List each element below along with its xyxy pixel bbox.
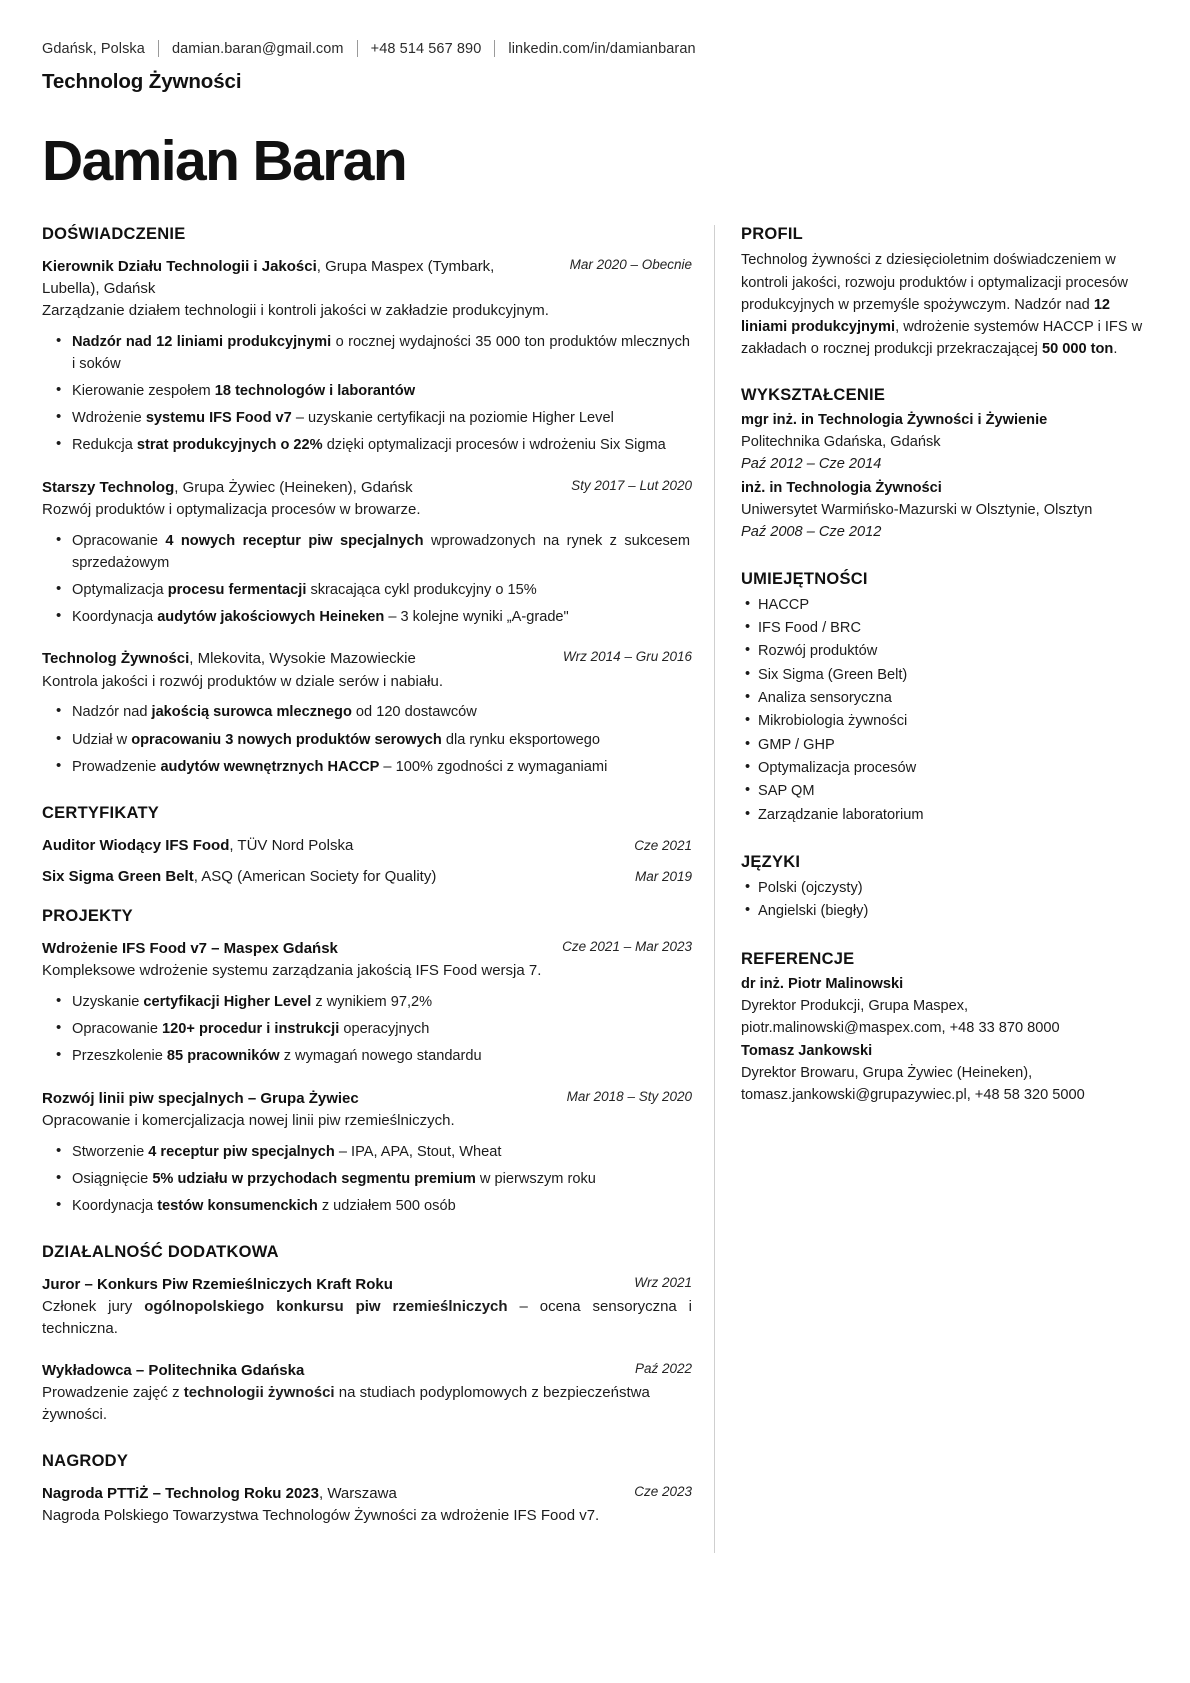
entry-header — [42, 1274, 692, 1295]
section-activity — [42, 1243, 692, 1426]
entry-header — [42, 1483, 692, 1504]
list-item: • Prowadzenie audytów wewnętrznych HACCP – 100% zgodności z wymaganiami — [72, 756, 692, 778]
entry-date: Mar 2018 – Sty 2020 — [566, 1088, 692, 1104]
education-school: Politechnika Gdańska, Gdańsk — [741, 434, 941, 451]
list-item: • Wdrożenie systemu IFS Food v7 – uzyskanie certyfikacji na poziomie Higher Level — [72, 407, 692, 429]
entry-header — [42, 648, 692, 669]
list-item: • Optymalizacja procesów — [758, 757, 1148, 780]
entry-bullets — [42, 991, 692, 1068]
entry-date: Wrz 2014 – Gru 2016 — [562, 649, 692, 665]
section-heading-references: REFERENCJE — [741, 949, 855, 968]
list-item: • Stworzenie 4 receptur piw specjalnych – IPA, APA, Stout, Wheat — [72, 1141, 692, 1163]
sidebar-column — [714, 225, 1148, 1552]
list-item: • Opracowanie 4 nowych receptur piw specjalnych wprowadzonych na rynek z sukcesem sprzedażowym — [72, 530, 692, 574]
education-item — [741, 410, 1148, 476]
project-entry — [42, 938, 692, 1068]
experience-entry — [42, 256, 692, 456]
reference-details: Dyrektor Browaru, Grupa Żywiec (Heineken), tomasz.jankowski@grupazywiec.pl, +48 58 320 5000 — [741, 1065, 1085, 1104]
entry-title: Wdrożenie IFS Food v7 – Maspex Gdańsk — [42, 939, 338, 957]
contact-phone[interactable]: +48 514 567 890 — [370, 40, 482, 57]
section-awards — [42, 1452, 692, 1527]
entry-description: Nagroda Polskiego Towarzystwa Technologów Żywności za wdrożenie IFS Food v7. — [42, 1506, 600, 1524]
list-item: • Opracowanie 120+ procedur i instrukcji operacyjnych — [72, 1018, 692, 1040]
section-skills — [741, 570, 1148, 827]
education-date: Paź 2012 – Cze 2014 — [741, 456, 882, 473]
main-column — [42, 225, 714, 1552]
education-item — [741, 478, 1148, 544]
contact-divider — [357, 40, 358, 57]
section-heading-awards: NAGRODY — [42, 1451, 129, 1470]
list-item: • Analiza sensoryczna — [758, 687, 1148, 710]
section-experience — [42, 225, 692, 778]
section-languages — [741, 853, 1148, 924]
reference-name: Tomasz Jankowski — [741, 1043, 873, 1060]
section-heading-profile: PROFIL — [741, 225, 803, 244]
list-item: • Przeszkolenie 85 pracowników z wymagań nowego standardu — [72, 1045, 692, 1067]
list-item: • Six Sigma (Green Belt) — [758, 664, 1148, 687]
profile-text: Technolog żywności z dziesięcioletnim doświadczeniem w kontroli jakości, rozwoju produktów i optymalizacji procesów produkcyjnych w przemyśle spożywczym. Nadzór nad 12 liniami produkcyjnymi, wdrożenie systemów HACCP i IFS w zakładach o rocznej produkcji przekraczającej 50 000 ton. — [741, 252, 1143, 358]
entry-title: Wykładowca – Politechnika Gdańska — [42, 1361, 305, 1379]
reference-item — [741, 974, 1148, 1040]
experience-entry — [42, 648, 692, 778]
contact-line — [42, 40, 1148, 57]
list-item: • Rozwój produktów — [758, 640, 1148, 663]
list-item: • Uzyskanie certyfikacji Higher Level z wynikiem 97,2% — [72, 991, 692, 1013]
entry-company: , Mlekovita, Wysokie Mazowieckie — [189, 650, 416, 668]
section-heading-experience: DOŚWIADCZENIE — [42, 225, 186, 244]
entry-summary: Zarządzanie działem technologii i kontroli jakości w zakładzie produkcyjnym. — [42, 302, 549, 320]
entry-header — [42, 256, 692, 299]
list-item: • Nadzór nad 12 liniami produkcyjnymi o rocznej wydajności 35 000 ton produktów mlecznych i soków — [72, 331, 692, 375]
languages-list — [741, 877, 1148, 924]
section-projects — [42, 907, 692, 1217]
entry-company: , Grupa Maspex (Tymbark, Lubella), Gdańsk — [42, 258, 495, 297]
entry-date: Cze 2023 — [634, 1483, 692, 1499]
section-heading-projects: PROJEKTY — [42, 906, 133, 925]
reference-details: Dyrektor Produkcji, Grupa Maspex, piotr.malinowski@maspex.com, +48 33 870 8000 — [741, 997, 1060, 1036]
list-item: • Kierowanie zespołem 18 technologów i laborantów — [72, 380, 692, 402]
entry-role: Starszy Technolog — [42, 478, 175, 496]
education-degree: inż. in Technologia Żywności — [741, 479, 942, 496]
list-item: • Udział w opracowaniu 3 nowych produktów serowych dla rynku eksportowego — [72, 729, 692, 751]
certificate-row — [42, 866, 692, 887]
section-heading-education: WYKSZTAŁCENIE — [741, 386, 886, 405]
list-item: • Osiągnięcie 5% udziału w przychodach segmentu premium w pierwszym roku — [72, 1168, 692, 1190]
list-item: • Koordynacja audytów jakościowych Heineken – 3 kolejne wyniki „A-grade" — [72, 606, 692, 628]
entry-header — [42, 938, 692, 959]
entry-title: Rozwój linii piw specjalnych – Grupa Żywiec — [42, 1089, 359, 1107]
section-profile — [741, 225, 1148, 360]
entry-summary: Rozwój produktów i optymalizacja procesów w browarze. — [42, 500, 421, 518]
contact-divider — [494, 40, 495, 57]
entry-date: Mar 2020 – Obecnie — [569, 257, 692, 273]
contact-divider — [158, 40, 159, 57]
list-item: • Optymalizacja procesu fermentacji skracająca cykl produkcyjny o 15% — [72, 579, 692, 601]
list-item: • Nadzór nad jakością surowca mlecznego od 120 dostawców — [72, 701, 692, 723]
certificate-text: Six Sigma Green Belt, ASQ (American Society for Quality) — [42, 867, 437, 885]
entry-date: Sty 2017 – Lut 2020 — [571, 477, 692, 493]
contact-email[interactable]: damian.baran@gmail.com — [171, 40, 344, 57]
skills-list — [741, 594, 1148, 827]
activity-entry — [42, 1274, 692, 1340]
reference-item — [741, 1041, 1148, 1107]
list-item: • IFS Food / BRC — [758, 617, 1148, 640]
entry-summary: Kontrola jakości i rozwój produktów w dziale serów i nabiału. — [42, 672, 444, 690]
certificate-date: Cze 2021 — [634, 837, 692, 853]
entry-title — [42, 648, 542, 669]
section-heading-certificates: CERTYFIKATY — [42, 803, 160, 822]
entry-description: Prowadzenie zajęć z technologii żywności na studiach podyplomowych z bezpieczeństwa żywności. — [42, 1384, 650, 1423]
entry-title — [42, 477, 542, 498]
entry-date: Paź 2022 — [634, 1360, 692, 1376]
list-item: • Koordynacja testów konsumenckich z udziałem 500 osób — [72, 1195, 692, 1217]
contact-linkedin[interactable]: linkedin.com/in/damianbaran — [508, 40, 696, 57]
entry-company: , Grupa Żywiec (Heineken), Gdańsk — [174, 478, 413, 496]
entry-header — [42, 1088, 692, 1109]
section-references — [741, 950, 1148, 1107]
entry-bullets — [42, 701, 692, 778]
project-entry — [42, 1088, 692, 1218]
entry-header — [42, 1360, 692, 1381]
certificate-row — [42, 835, 692, 856]
certificate-text: Auditor Wiodący IFS Food, TÜV Nord Polska — [42, 836, 354, 854]
section-heading-skills: UMIEJĘTNOŚCI — [741, 569, 868, 588]
award-entry — [42, 1483, 692, 1527]
list-item: • Angielski (biegły) — [758, 900, 1148, 923]
section-certificates — [42, 804, 692, 887]
list-item: • GMP / GHP — [758, 734, 1148, 757]
list-item: • Redukcja strat produkcyjnych o 22% dzięki optymalizacji procesów i wdrożeniu Six Sigma — [72, 434, 692, 456]
entry-header — [42, 477, 692, 498]
entry-description: Członek jury ogólnopolskiego konkursu piw rzemieślniczych – ocena sensoryczna i techniczna. — [42, 1298, 693, 1338]
entry-title — [42, 256, 542, 299]
contact-location: Gdańsk, Polska — [42, 40, 145, 57]
experience-entry — [42, 477, 692, 629]
list-item: • HACCP — [758, 594, 1148, 617]
section-heading-activity: DZIAŁALNOŚĆ DODATKOWA — [42, 1243, 279, 1262]
entry-bullets — [42, 1141, 692, 1218]
entry-title: Juror – Konkurs Piw Rzemieślniczych Kraft Roku — [42, 1276, 393, 1294]
education-date: Paź 2008 – Cze 2012 — [741, 523, 882, 540]
education-school: Uniwersytet Warmińsko-Mazurski w Olsztynie, Olsztyn — [741, 501, 1093, 518]
reference-name: dr inż. Piotr Malinowski — [741, 975, 904, 992]
section-heading-languages: JĘZYKI — [741, 853, 801, 872]
activity-entry — [42, 1360, 692, 1426]
entry-role: Technolog Żywności — [42, 650, 190, 668]
entry-summary: Kompleksowe wdrożenie systemu zarządzania jakością IFS Food wersja 7. — [42, 962, 542, 980]
section-education — [741, 386, 1148, 543]
entry-title: Nagroda PTTiŻ – Technolog Roku 2023, Warszawa — [42, 1484, 397, 1502]
entry-summary: Opracowanie i komercjalizacja nowej linii piw rzemieślniczych. — [42, 1111, 455, 1129]
entry-date: Cze 2021 – Mar 2023 — [562, 938, 692, 954]
entry-bullets — [42, 331, 692, 457]
content-columns — [42, 225, 1148, 1552]
entry-role: Kierownik Działu Technologii i Jakości — [42, 258, 317, 276]
list-item: • Zarządzanie laboratorium — [758, 804, 1148, 827]
list-item: • Mikrobiologia żywności — [758, 710, 1148, 733]
education-degree: mgr inż. in Technologia Żywności i Żywienie — [741, 412, 1048, 429]
list-item: • SAP QM — [758, 780, 1148, 803]
entry-date: Wrz 2021 — [634, 1275, 692, 1291]
certificate-date: Mar 2019 — [634, 868, 692, 884]
page-title: Damian Baran — [42, 129, 407, 194]
list-item: • Polski (ojczysty) — [758, 877, 1148, 900]
header-job-title: Technolog Żywności — [42, 70, 242, 93]
entry-bullets — [42, 530, 692, 629]
